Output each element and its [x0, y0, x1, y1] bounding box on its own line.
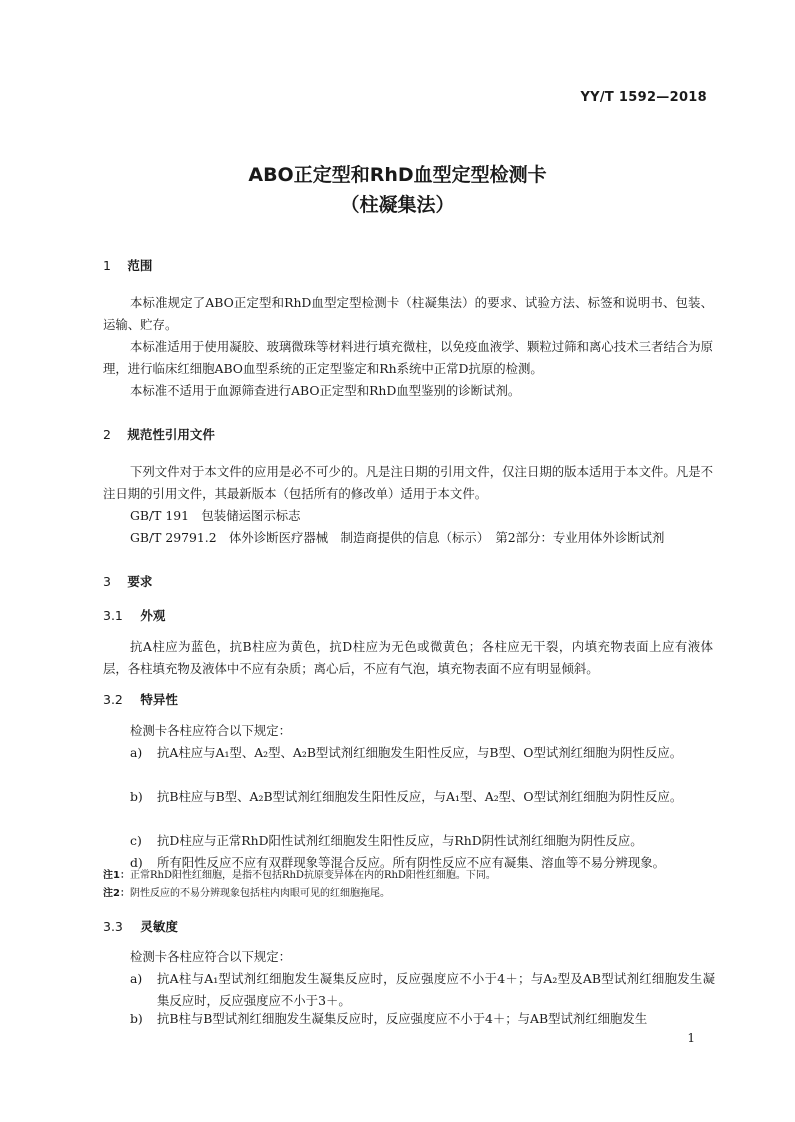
list-item-text: 抗B柱与B型试剂红细胞发生凝集反应时，反应强度应不小于4＋；与AB型试剂红细胞发生: [157, 1011, 648, 1026]
reference-item: GB/T 29791.2 体外诊断医疗器械 制造商提供的信息（标示） 第2部分：专业用体外诊断试剂: [130, 530, 665, 545]
list-item-label: d): [130, 855, 143, 870]
list-item-text: 抗A柱与A₁型试剂红细胞发生凝集反应时，反应强度应不小于4＋；与A₂型及AB型试剂红细胞发生凝集反应时，反应强度应不小于3＋。: [157, 971, 715, 1008]
section-1-heading: [103, 256, 152, 274]
paragraph: 本标准适用于使用凝胶、玻璃微珠等材料进行填充微柱，以免疫血液学、颗粒过筛和离心技术三者结合为原理，进行临床红细胞ABO血型系统的正定型鉴定和Rh系统中正常D抗原的检测。: [103, 339, 713, 376]
section-number: 3: [103, 574, 111, 589]
list-item-label: b): [130, 789, 143, 804]
subsection-title: 外观: [140, 608, 166, 623]
note-text: 正常RhD阳性红细胞，是指不包括RhD抗原变异体在内的RhD阳性红细胞。下同。: [129, 870, 496, 881]
list-item-label: b): [130, 1011, 143, 1026]
reference-item: GB/T 191 包装储运图示标志: [130, 508, 301, 523]
section-title: 规范性引用文件: [127, 427, 215, 442]
section-2-heading: [103, 425, 215, 443]
list-item-label: c): [130, 833, 142, 848]
subsection-3-3-heading: [103, 917, 178, 935]
subsection-number: 3.3: [103, 919, 123, 934]
note: [103, 886, 713, 902]
section-number: 1: [103, 258, 111, 273]
note: [103, 868, 713, 884]
section-number: 2: [103, 427, 111, 442]
list-item-text: 抗D柱应与正常RhD阳性试剂红细胞发生阳性反应，与RhD阴性试剂红细胞为阴性反应。: [157, 833, 643, 848]
section-3-heading: [103, 572, 152, 590]
list-intro: 检测卡各柱应符合以下规定：: [130, 723, 292, 738]
subsection-number: 3.1: [103, 608, 123, 623]
subsection-number: 3.2: [103, 692, 123, 707]
list-item-label: a): [130, 745, 143, 760]
paragraph: 抗A柱应为蓝色，抗B柱应为黄色，抗D柱应为无色或微黄色；各柱应无干裂，内填充物表面上应有液体层，各柱填充物及液体中不应有杂质；离心后，不应有气泡，填充物表面不应有明显倾斜。: [103, 639, 713, 676]
list-item: [130, 786, 715, 808]
document-title: ABO正定型和RhD血型定型检测卡: [248, 164, 547, 186]
standard-code: YY/T 1592—2018: [580, 90, 707, 105]
list-item-text: 抗A柱应与A₁型、A₂型、A₂B型试剂红细胞发生阳性反应，与B型、O型试剂红细胞为阴性反应。: [157, 745, 683, 760]
subsection-3-2-heading: [103, 690, 178, 708]
subsection-3-1-heading: [103, 606, 165, 624]
subsection-title: 特异性: [140, 692, 178, 707]
list-item: [130, 830, 715, 852]
list-intro: 检测卡各柱应符合以下规定：: [130, 949, 292, 964]
section-title: 要求: [127, 574, 153, 589]
list-item: [130, 968, 715, 1012]
document-subtitle: （柱凝集法）: [340, 194, 455, 216]
note-label: 注1：: [103, 870, 130, 881]
subsection-title: 灵敏度: [140, 919, 178, 934]
list-item-text: 所有阳性反应不应有双群现象等混合反应。所有阴性反应不应有凝集、溶血等不易分辨现象。: [157, 855, 666, 870]
list-item-text: 抗B柱应与B型、A₂B型试剂红细胞发生阳性反应，与A₁型、A₂型、O型试剂红细胞为阴性反应。: [157, 789, 683, 804]
list-item: [130, 1008, 715, 1030]
page-number: 1: [687, 1031, 695, 1045]
paragraph: 本标准规定了ABO正定型和RhD血型定型检测卡（柱凝集法）的要求、试验方法、标签和说明书、包装、运输、贮存。: [103, 295, 713, 332]
paragraph: 本标准不适用于血源筛查进行ABO正定型和RhD血型鉴别的诊断试剂。: [130, 383, 521, 398]
paragraph: 下列文件对于本文件的应用是必不可少的。凡是注日期的引用文件，仅注日期的版本适用于本文件。凡是不注日期的引用文件，其最新版本（包括所有的修改单）适用于本文件。: [103, 464, 713, 501]
list-item: [130, 742, 715, 764]
section-title: 范围: [127, 258, 153, 273]
note-text: 阴性反应的不易分辨现象包括柱内肉眼可见的红细胞拖尾。: [129, 888, 390, 899]
list-item-label: a): [130, 971, 143, 986]
note-label: 注2：: [103, 888, 130, 899]
